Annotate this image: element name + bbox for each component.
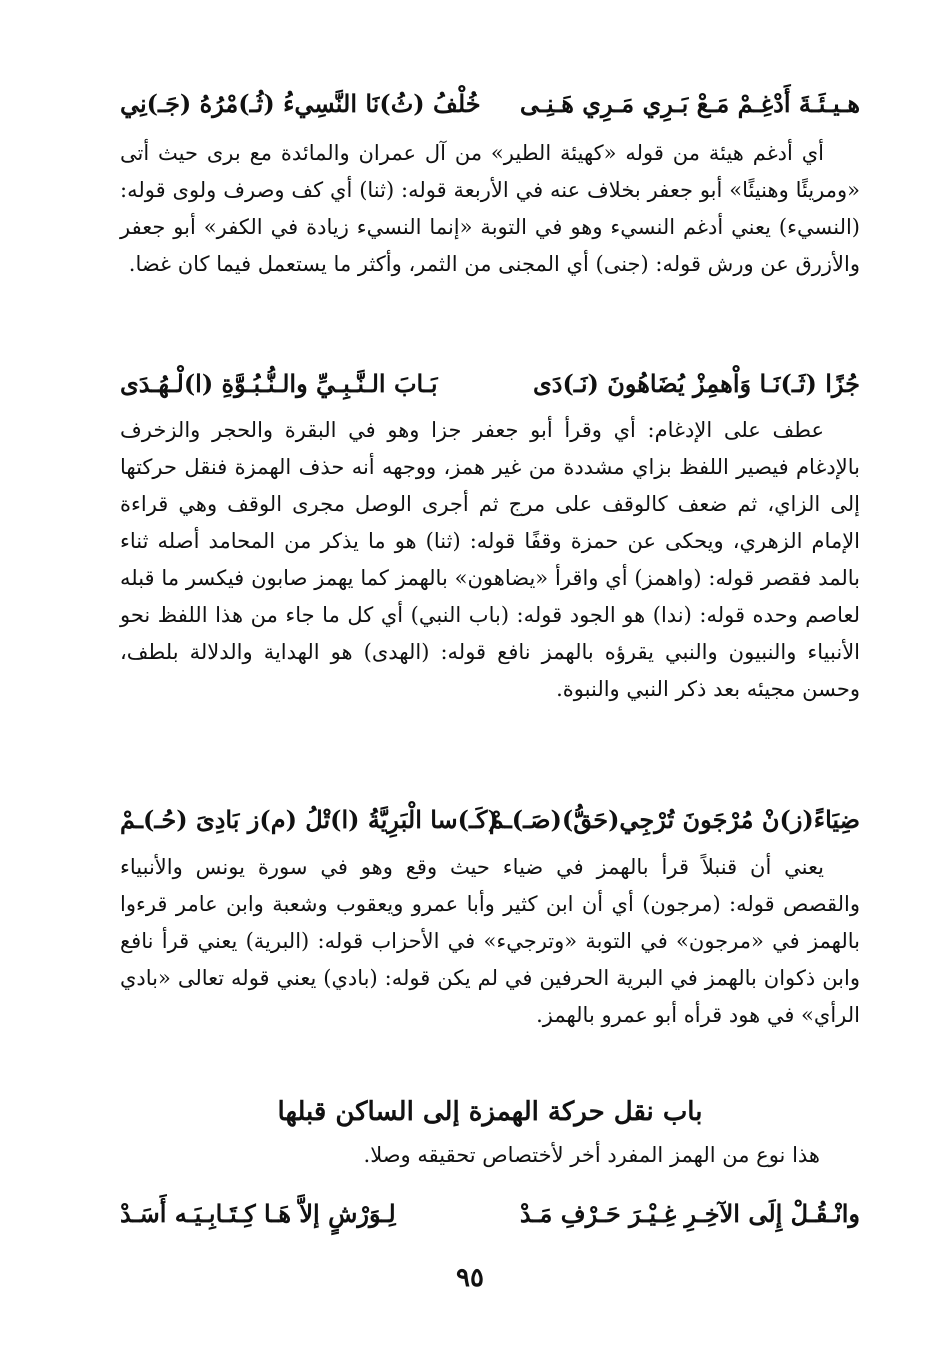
verse-1-second-hemistich: خُلْفُ (ثُ)نَا النَّسِيءُ (ثُـ)مْرُهُ (جَـ)نِي xyxy=(120,89,481,118)
commentary-paragraph-3 xyxy=(120,849,860,1034)
verse-2-first-hemistich: جُزًا (ثَـ)نَـا وَاْهمِزْ يُضَاهُونَ (نَـ)دَى xyxy=(532,369,860,398)
verse-line-1 xyxy=(120,82,860,126)
verse-4-first-hemistich: وانْـقُـلْ إِلَى الآخِـرِ غِـيْـرَ حَـرْفِ مَـدْ xyxy=(519,1199,860,1228)
commentary-3-text: يعني أن قنبلاً قرأ بالهمز في ضياء حيث وقع وهو في سورة يونس والأنبياء والقصص قوله: (مرجون) أي أن ابن كثير وأبا عمرو ويعقوب وشعبة وابن عامر قرءوا بالهمز في «مرجون» في التوبة «وترجيء» في الأحزاب قوله: (البرية) يعني قرأ نافع وابن ذكوان بالهمز في البرية الحرفين في لم يكن قوله: (بادي) يعني قوله تعالى «بادي الرأي» في هود قرأه أبو عمرو بالهمز. xyxy=(120,855,860,1027)
verse-line-4 xyxy=(120,1192,860,1236)
section-intro: هذا نوع من الهمز المفرد أخر لأختصاص تحقيقه وصلا. xyxy=(363,1143,820,1167)
commentary-2-text: عطف على الإدغام: أي وقرأ أبو جعفر جزا وهو في البقرة والحجر والزخرف بالإدغام فيصير اللفظ بزاي مشددة من غير همز، ووجهه أنه حذف الهمزة فنقل حركتها إلى الزاي، ثم ضعف كالوقف على مرج ثم أجرى الوصل مجرى الوقف وهي قراءة الإمام الزهري، ويحكى عن حمزة وقفًا قوله: (ثنا) هو ما يذكر من المحامد أصله ثناء بالمد فقصر قوله: (واهمز) أي واقرأ «يضاهون» بالهمز كما يهمز صابون فيكسر ما قبله لعاصم وحده قوله: (ندا) هو الجود قوله: (باب النبي) أي كل ما جاء من هذا اللفظ نحو الأنبياء والنبيون والنبي يقرؤه بالهمز نافع قوله: (الهدى) هو الهداية والدلالة بلطف، وحسن مجيئه بعد ذكر النبي والنبوة. xyxy=(120,418,860,701)
page-number: ٩٥ xyxy=(456,1263,484,1293)
commentary-paragraph-1 xyxy=(120,135,860,283)
section-heading: باب نقل حركة الهمزة إلى الساكن قبلها xyxy=(277,1097,703,1127)
commentary-paragraph-2 xyxy=(120,412,860,708)
verse-2-second-hemistich: بَـابَ الـنَّـبِـيِّ والـنُّـبُـوَّةِ (ا)لْـهُـدَى xyxy=(120,369,438,398)
commentary-1-text: أي أدغم هيئة من قوله «كهيئة الطير» من آل عمران والمائدة مع برى حيث أتى «ومريئًا وهنيئًا» أبو جعفر بخلاف عنه في الأربعة قوله: (ثنا) أي كف وصرف ولوى قوله: (النسيء) يعني أدغم النسيء وهو في التوبة «إنما النسيء زيادة في الكفر» أبو جعفر والأزرق عن ورش قوله: (جنى) أي المجنى من الثمر، وأكثر ما يستعمل فيما كان غضا. xyxy=(120,141,860,276)
verse-1-first-hemistich: هـيـئَـةَ أَدْغِـمْ مَـعْ بَـرِي مَـرِي هَـنِـى xyxy=(519,89,860,118)
verse-line-2 xyxy=(120,362,860,406)
verse-3-first-hemistich: ضِيَاءً(ز)نْ مُرْجَونَ تُرْجِي(حَقُّ)(صَـ)ـمْ xyxy=(488,805,860,834)
verse-3-second-hemistich: (كَـ)سا الْبَرِيَّةُ (ا)تْلُ (م)ز بَادِىَ (حُـ)ـمْ xyxy=(120,805,499,834)
verse-4-second-hemistich: لِـوَرْشٍ إلاَّ هَـا كِـتَـابِـيَـه أَسَـدْ xyxy=(120,1199,396,1228)
verse-line-3 xyxy=(120,798,860,842)
